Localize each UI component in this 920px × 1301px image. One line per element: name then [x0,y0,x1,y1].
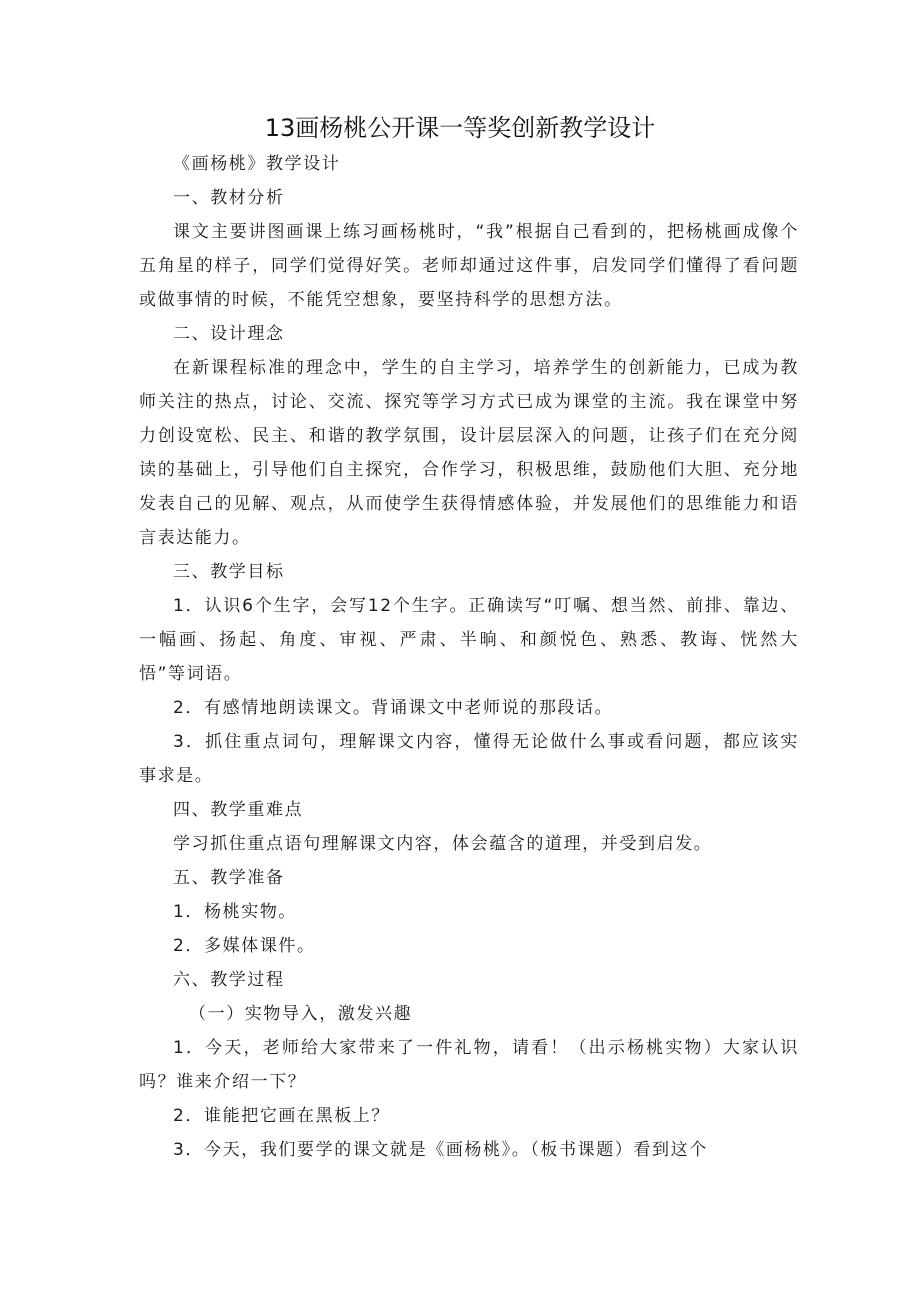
list-item-goal-2: 2．有感情地朗读课文。背诵课文中老师说的那段话。 [173,698,614,718]
list-item-goal-3: 3．抓住重点词句，理解课文内容，懂得无论做什么事或看问题，都应该实事求是。 [139,732,799,786]
paragraph-material-analysis: 课文主要讲图画课上练习画杨桃时，“我”根据自己看到的，把杨桃画成像个五角星的样子，同学们觉得好笑。老师却通过这件事，启发同学们懂得了看问题或做事情的时候，不能凭空想象，要坚持科学的思想方法。 [139,222,799,310]
paragraph-key-points: 学习抓住重点语句理解课文内容，体会蕴含的道理，并受到启发。 [173,834,713,854]
section-heading-5: 五、教学准备 [173,868,285,888]
paragraph-design-concept: 在新课程标准的理念中，学生的自主学习，培养学生的创新能力，已成为教师关注的热点，讨论、交流、探究等学习方式已成为课堂的主流。我在课堂中努力创设宽松、民主、和谐的教学氛围，设计层层深入的问题，让孩子们在充分阅读的基础上，引导他们自主探究，合作学习，积极思维，鼓励他们大胆、充分地发表自己的见解、观点，从而使学生获得情感体验，并发展他们的思维能力和语言表达能力。 [139,358,799,548]
section-heading-4: 四、教学重难点 [173,800,304,820]
section-heading-3: 三、教学目标 [173,562,285,582]
section-heading-design: 《画杨桃》教学设计 [173,154,341,174]
list-item-process-2: 2．谁能把它画在黑板上？ [173,1106,391,1126]
list-item-prep-1: 1．杨桃实物。 [173,902,298,922]
section-heading-2: 二、设计理念 [173,324,285,344]
list-item-goal-1: 1．认识6个生字，会写12个生字。正确读写“叮嘱、想当然、前排、靠边、一幅画、扬起、角度、审视、严肃、半晌、和颜悦色、熟悉、教诲、恍然大悟”等词语。 [139,596,799,684]
document-body [139,147,799,1167]
section-heading-1: 一、教材分析 [173,188,285,208]
list-item-process-3: 3．今天，我们要学的课文就是《画杨桃》。（板书课题）看到这个 [173,1140,708,1160]
document-title: 13画杨桃公开课一等奖创新教学设计 [264,114,656,142]
subsection-heading-1: （一）实物导入，激发兴趣 [189,1004,413,1024]
list-item-process-1: 1．今天，老师给大家带来了一件礼物，请看！（出示杨桃实物）大家认识吗？谁来介绍一下？ [139,1038,799,1092]
section-heading-6: 六、教学过程 [173,970,285,990]
list-item-prep-2: 2．多媒体课件。 [173,936,316,956]
